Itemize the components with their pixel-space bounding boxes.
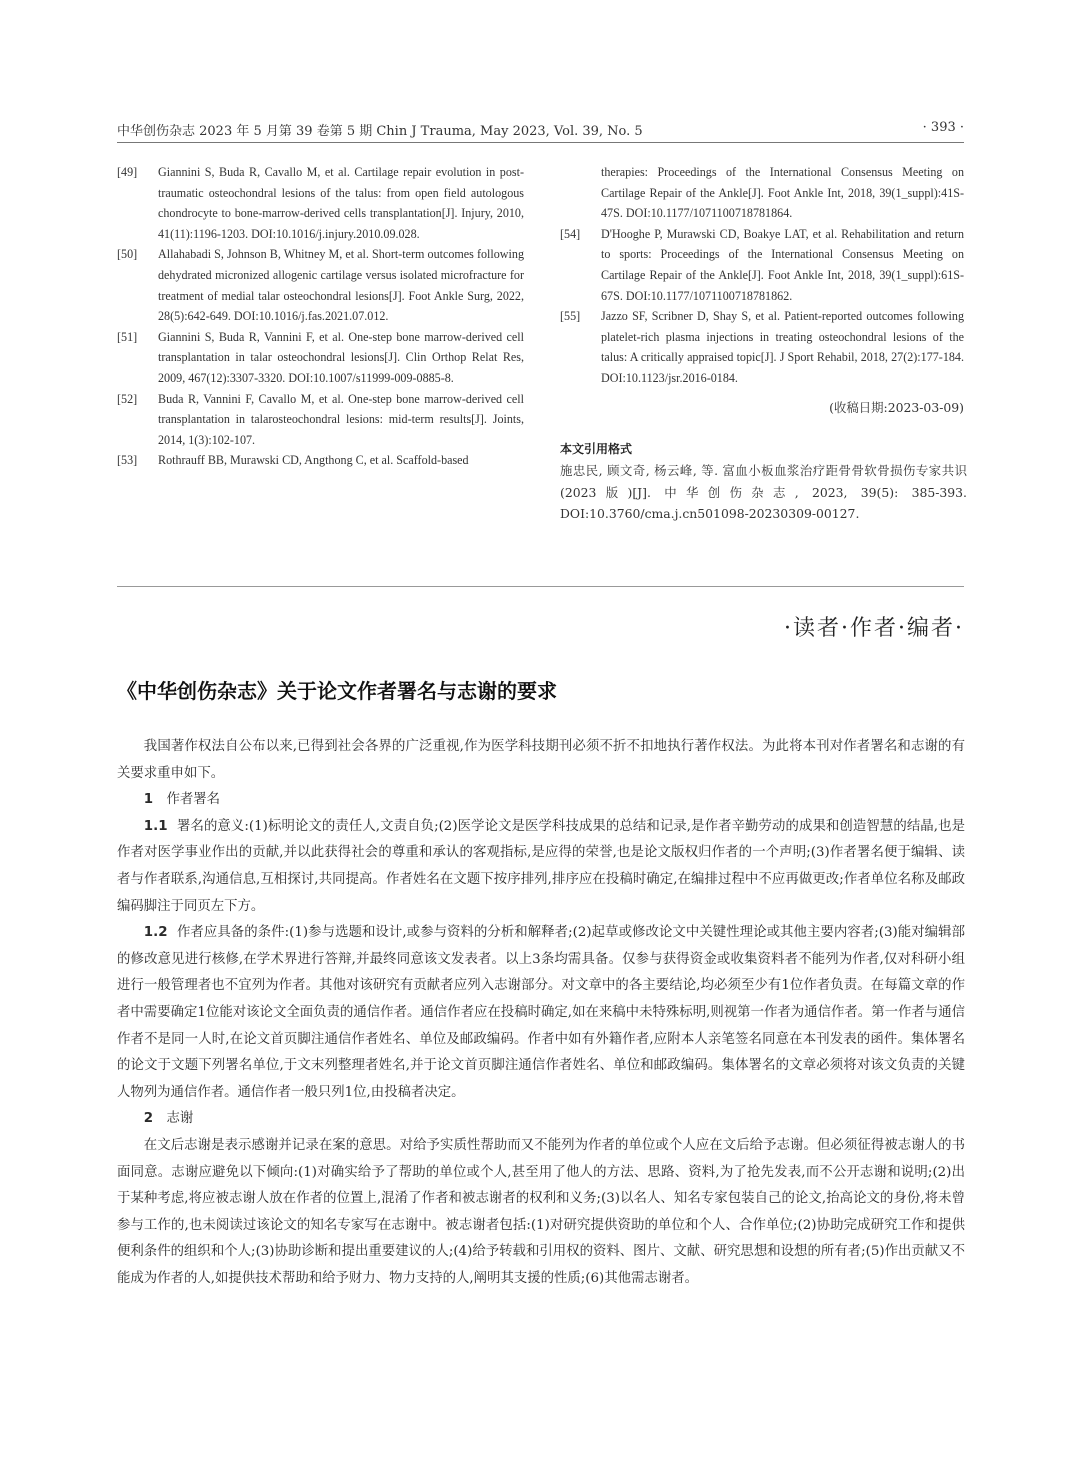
paragraph-1-1 bbox=[117, 814, 965, 920]
paragraph-2: 在文后志谢是表示感谢并记录在案的意思。对给予实质性帮助而又不能列为作者的单位或个人应在文后给予志谢。但必须征得被志谢人的书面同意。志谢应避免以下倾向:(1)对确实给予了帮助的单位或个人,甚至用了他人的方法、思路、资料,为了抢先发表,而不公开志谢和说明;(2)出于某种考虑,将应被志谢人放在作者的位置上,混淆了作者和被志谢者的权利和义务;(3)以名人、知名专家包装自己的论文,抬高论文的身份,将未曾参与工作的,也未阅读过该论文的知名专家写在志谢中。被志谢者包括:(1)对研究提供资助的单位和个人、合作单位;(2)协助完成研究工作和提供便利条件的组织和个人;(3)协助诊断和提出重要建议的人;(4)给予转载和引用权的资料、图片、文献、研究思想和设想的所有者;(5)作出贡献又不能成为作者的人,如提供技术帮助和给予财力、物力支持的人,阐明其支援的性质;(6)其他需志谢者。 bbox=[117, 1137, 965, 1286]
reference-text: D'Hooghe P, Murawski CD, Boakye LAT, et al. Rehabilitation and return to sports: Proceedings of the International Consensus Meeting on Cartilage Repair of the Ankle[J]. Foot Ankle Int, 2018, 39(1_suppl):61S-67S. DOI:10.1177/1071100718781862. bbox=[601, 226, 964, 303]
section-title: 作者署名 bbox=[166, 792, 221, 808]
reference-item bbox=[117, 389, 524, 451]
reference-item bbox=[560, 306, 964, 388]
reference-text: Giannini S, Buda R, Cavallo M, et al. Cartilage repair evolution in post-traumatic osteochondral lesions of the talus: from open field autologous chondrocyte to bone-marrow-derived cells transplantation[J]. Injury, 2010, 41(11):1196-1203. DOI:10.1016/j.injury.2010.09.028. bbox=[158, 165, 524, 241]
reference-text: Rothrauff BB, Murawski CD, Angthong C, et al. Scaffold-based bbox=[158, 453, 469, 468]
reference-item bbox=[117, 244, 524, 326]
reference-continuation: therapies: Proceedings of the International Consensus Meeting on Cartilage Repair of the Ankle[J]. Foot Ankle Int, 2018, 39(1_suppl):41S-47S. DOI:10.1177/1071100718781864. bbox=[601, 165, 964, 221]
received-date: (收稿日期:2023-03-09) bbox=[829, 400, 964, 415]
section-number: 1 bbox=[143, 792, 154, 808]
section-divider bbox=[117, 586, 964, 587]
page-number: · 393 · bbox=[922, 120, 964, 135]
reference-text: Buda R, Vannini F, Cavallo M, et al. One-step bone marrow-derived cell transplantation in talarosteochondral lesions: mid-term results[J]. Joints, 2014, 1(3):102-107. bbox=[158, 391, 524, 447]
reference-text: Jazzo SF, Scribner D, Shay S, et al. Patient-reported outcomes following platelet-rich plasma injections in treating osteochondral lesions of the talus: A critically appraised topic[J]. J Sport Rehabil, 2018, 27(2):177-184. DOI:10.1123/jsr.2016-0184. bbox=[601, 309, 964, 385]
reference-text: Giannini S, Buda R, Vannini F, et al. One-step bone marrow-derived cell transplantation in talar osteochondral lesions[J]. Clin Orthop Relat Res, 2009, 467(12):3307-3320. DOI:10.1007/s11999-009-0885-8. bbox=[158, 329, 524, 385]
notice-body bbox=[117, 734, 965, 1292]
subsection-number: 1.2 bbox=[143, 925, 168, 941]
journal-issue-line: 中华创伤杂志 2023 年 5 月第 39 卷第 5 期 Chin J Trauma, May 2023, Vol. 39, No. 5 bbox=[117, 124, 643, 139]
reference-number: [53] bbox=[117, 453, 138, 468]
section-title: 志谢 bbox=[166, 1111, 194, 1127]
intro-paragraph: 我国著作权法自公布以来,已得到社会各界的广泛重视,作为医学科技期刊必须不折不扣地执行著作权法。为此将本刊对作者署名和志谢的有关要求重申如下。 bbox=[117, 739, 965, 781]
column-label: ·读者·作者·编者· bbox=[784, 616, 964, 641]
reference-item bbox=[560, 224, 964, 306]
reference-number: [49] bbox=[117, 165, 138, 179]
reference-number: [52] bbox=[117, 391, 138, 406]
section-heading-2 bbox=[117, 1106, 965, 1133]
reference-number: [50] bbox=[117, 247, 138, 262]
reference-item bbox=[117, 327, 524, 389]
reference-item bbox=[117, 162, 524, 244]
header-rule bbox=[117, 142, 964, 143]
notice-title: 《中华创伤杂志》关于论文作者署名与志谢的要求 bbox=[117, 679, 557, 703]
citation-label: 本文引用格式 bbox=[560, 442, 633, 456]
reference-number: [51] bbox=[117, 329, 138, 344]
reference-number: [55] bbox=[560, 309, 581, 324]
paragraph-1-2 bbox=[117, 920, 965, 1106]
citation-block bbox=[560, 440, 967, 525]
reference-item bbox=[117, 450, 524, 471]
reference-number: [54] bbox=[560, 226, 581, 241]
paragraph-text: 作者应具备的条件:(1)参与选题和设计,或参与资料的分析和解释者;(2)起草或修改论文中关键性理论或其他主要内容者;(3)能对编辑部的修改意见进行核修,在学术界进行答辩,并最终同意该文发表者。以上3条均需具备。仅参与获得资金或收集资料者不能列为作者,仅对科研小组进行一般管理者也不宜列为作者。其他对该研究有贡献者应列入志谢部分。对文章中的各主要结论,均必须至少有1位作者负责。在每篇文章的作者中需要确定1位能对该论文全面负责的通信作者。通信作者应在投稿时确定,如在来稿中未特殊标明,则视第一作者为通信作者。第一作者与通信作者不是同一人时,在论文首页脚注通信作者姓名、单位及邮政编码。作者中如有外籍作者,应附本人亲笔签名同意在本刊发表的函件。集体署名的论文于文题下列署名单位,于文末列整理者姓名,并于论文首页脚注通信作者姓名、单位和邮政编码。集体署名的文章必须将对该文负责的关键人物列为通信作者。通信作者一般只列1位,由投稿者决定。 bbox=[117, 925, 965, 1100]
reference-list-left bbox=[117, 162, 524, 471]
subsection-number: 1.1 bbox=[143, 818, 168, 834]
paragraph-text: 署名的意义:(1)标明论文的责任人,文责自负;(2)医学论文是医学科技成果的总结和记录,是作者辛勤劳动的成果和创造智慧的结晶,也是作者对医学事业作出的贡献,并以此获得社会的尊重和承认的客观指标,是应得的荣誉,也是论文版权归作者的一个声明;(3)作者署名便于编辑、读者与作者联系,沟通信息,互相探讨,共同提高。作者姓名在文题下按序排列,排序应在投稿时确定,在编排过程中不应再做更改;作者单位名称及邮政编码脚注于同页左下方。 bbox=[117, 818, 965, 914]
section-heading-1 bbox=[117, 787, 965, 814]
section-number: 2 bbox=[143, 1111, 154, 1127]
reference-list-right bbox=[560, 162, 964, 389]
reference-text: Allahabadi S, Johnson B, Whitney M, et al. Short-term outcomes following dehydrated micronized allogenic cartilage versus isolated microfracture for treatment of medial talar osteochondral lesions[J]. Foot Ankle Surg, 2022, 28(5):642-649. DOI:10.1016/j.fas.2021.07.012. bbox=[158, 247, 524, 324]
citation-text: 施忠民, 顾文奇, 杨云峰, 等. 富血小板血浆治疗距骨骨软骨损伤专家共识(2023版)[J]. 中华创伤杂志, 2023, 39(5): 385-393. DOI:10.3760/cma.j.cn501098-20230309-00127. bbox=[560, 463, 967, 521]
